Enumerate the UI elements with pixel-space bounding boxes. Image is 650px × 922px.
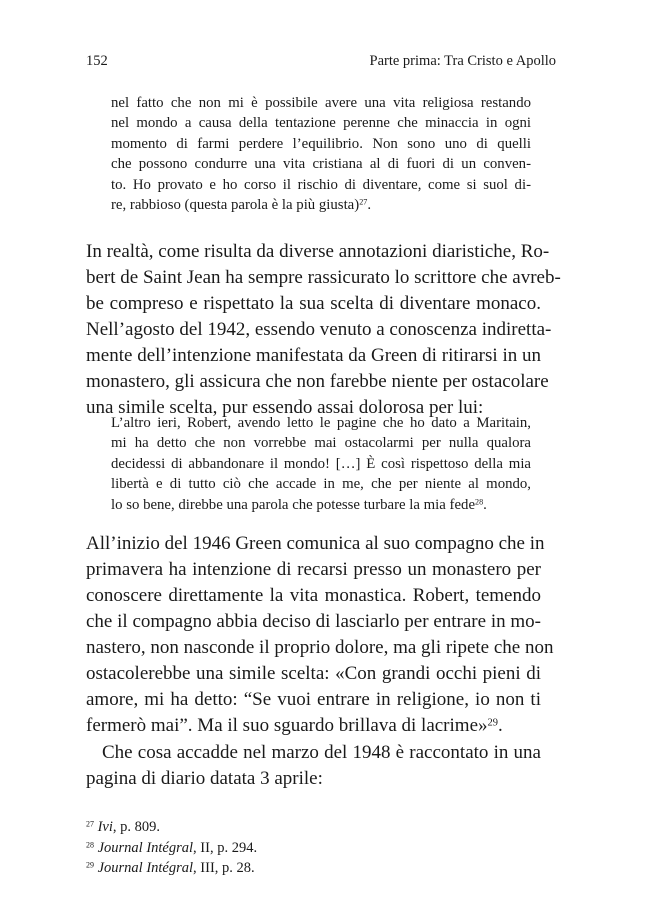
footnotes: [86, 817, 541, 879]
quote-line: libertà e di tutto ciò che accade in me, che per niente al mondo,: [111, 476, 531, 493]
footnote-rest: , p. 809.: [112, 819, 161, 835]
body-line: Che cosa accadde nel marzo del 1948 è raccontato in una: [102, 742, 541, 763]
quote-line: nel fatto che non mi è possibile avere una vita religiosa restando: [111, 95, 531, 111]
running-title: Parte prima: Tra Cristo e Apollo: [369, 53, 556, 69]
body-line: be compreso e rispettato la sua scelta di diventare monaco.: [86, 293, 541, 314]
quote-line: to. Ho provato e ho corso il rischio di diventare, come si suol di-: [111, 176, 531, 193]
body-line: bert de Saint Jean ha sempre rassicurato lo scrittore che avreb-: [86, 267, 561, 288]
body-line: monastero, gli assicura che non farebbe niente per ostacolare: [86, 371, 549, 392]
body-line: che il compagno abbia deciso di lasciarlo per entrare in mo-: [86, 611, 541, 632]
note-ref-28: 28: [475, 497, 484, 507]
footnote-28: [86, 838, 541, 859]
footnote-title: Journal Intégral: [97, 839, 194, 856]
footnote-rest: , II, p. 294.: [193, 839, 258, 856]
body-line-text: fermerò mai”. Ma il suo sguardo brillava di lacrime»: [86, 715, 488, 736]
note-ref-29: 29: [487, 717, 498, 729]
quote-last-line: [111, 495, 531, 515]
quote-line-text: lo so bene, direbbe una parola che potesse turbare la mia fede: [111, 496, 476, 513]
body-line: All’inizio del 1946 Green comunica al suo compagno che in: [86, 533, 545, 554]
quote-last-line: [111, 195, 531, 215]
running-header: [86, 52, 556, 70]
quote-line: che possono condurre una vita cristiana al di fuori di un conven-: [111, 156, 531, 173]
body-line: primavera ha intenzione di recarsi presso un monastero per: [86, 559, 541, 580]
page-number: 152: [86, 53, 108, 69]
quote-line: nel mondo a causa della tentazione perenne che minaccia in ogni: [111, 115, 531, 132]
quote-line-text: re, rabbioso (questa parola è la più giusta): [111, 196, 360, 213]
block-quote-2: [111, 413, 531, 515]
footnote-number: 29: [86, 860, 94, 870]
paragraph-2: [86, 531, 554, 739]
paragraph-1: [86, 239, 561, 421]
block-quote-1: [111, 93, 531, 215]
quote-end: .: [367, 196, 372, 213]
quote-line: decidessi di abbandonare il mondo! […] È così rispettoso della mia: [111, 455, 531, 472]
note-ref-27: 27: [359, 197, 368, 207]
footnote-title: Ivi: [97, 819, 113, 835]
footnote-number: 27: [86, 819, 94, 829]
body-line: mente dell’intenzione manifestata da Green di ritirarsi in un: [86, 345, 541, 366]
body-line: ostacolerebbe una simile scelta: «Con grandi occhi pieni di: [86, 663, 541, 684]
footnote-number: 28: [86, 840, 94, 850]
footnote-title: Journal Intégral: [97, 860, 194, 876]
body-line: amore, mi ha detto: “Se vuoi entrare in religione, io non ti: [86, 689, 541, 710]
body-line: una simile scelta, pur essendo assai dolorosa per lui:: [86, 397, 484, 418]
footnote-29: [86, 858, 541, 879]
footnote-27: [86, 817, 541, 838]
quote-end: .: [483, 496, 487, 513]
footnote-rest: , III, p. 28.: [193, 860, 255, 876]
body-line: pagina di diario datata 3 aprile:: [86, 768, 323, 789]
body-line: nastero, non nasconde il proprio dolore, ma gli ripete che non: [86, 637, 554, 658]
quote-line: mi ha detto che non vorrebbe mai ostacolarmi per nulla qualora: [111, 435, 531, 452]
body-line: conoscere direttamente la vita monastica. Robert, temendo: [86, 585, 541, 606]
body-last-line: [86, 713, 541, 739]
body-line: In realtà, come risulta da diverse annotazioni diaristiche, Ro-: [86, 241, 550, 262]
paragraph-3: [86, 740, 541, 792]
quote-line: momento di farmi perdere l’equilibrio. Non sono uno di quelli: [111, 135, 531, 152]
body-end: .: [497, 715, 503, 736]
body-line: Nell’agosto del 1942, essendo venuto a conoscenza indiretta-: [86, 319, 552, 340]
quote-line: L’altro ieri, Robert, avendo letto le pagine che ho dato a Maritain,: [111, 415, 531, 431]
